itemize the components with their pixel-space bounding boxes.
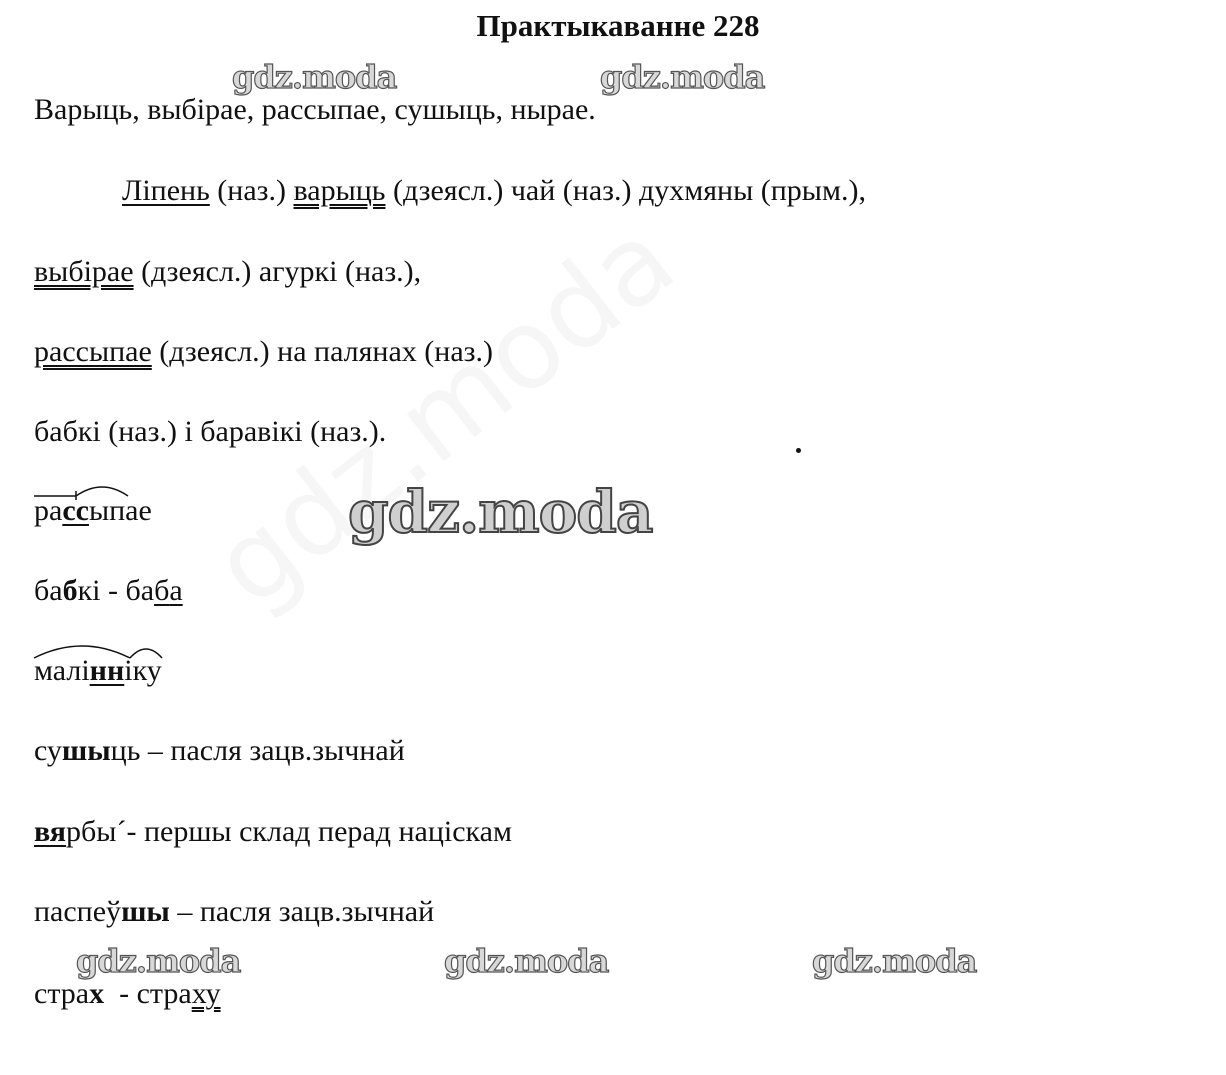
predicate-word: выбірае [34, 255, 134, 288]
highlighted-letters: сс [62, 494, 89, 527]
text-fragment: ра [34, 494, 63, 527]
subject-word: Ліпень [122, 174, 210, 207]
text-fragment: (дзеясл.) агуркі (наз.), [133, 255, 422, 288]
watermark-logo: gdz.moda [600, 58, 765, 96]
highlighted-letter: х [89, 977, 105, 1010]
text-fragment: кі - ба [77, 574, 155, 607]
text-fragment: ць – пасля зацв.зычнай [110, 734, 405, 767]
text-fragment: іку [124, 654, 162, 687]
rule-line [34, 815, 512, 849]
text-fragment: малі [34, 654, 90, 687]
text-fragment: рбы [66, 815, 117, 848]
text-fragment: (дзеясл.) на палянах (наз.) [151, 335, 494, 368]
highlighted-letters: нн [89, 654, 125, 687]
watermark-logo: gdz.moda [812, 942, 977, 980]
text-fragment: ыпае [88, 494, 152, 527]
word-list: Варыць, выбірае, рассыпае, сушыць, нырае. [34, 93, 596, 126]
morpheme-word [34, 574, 183, 608]
text-fragment: стра [34, 977, 90, 1010]
predicate-word: варыць [293, 174, 386, 207]
morpheme-word [34, 654, 162, 688]
highlighted-letter: б [62, 574, 78, 607]
sentence-line [34, 255, 421, 289]
text-fragment: ба [34, 574, 63, 607]
text-fragment: - стра [104, 977, 192, 1010]
rule-line [34, 734, 405, 768]
morpheme-word [34, 977, 221, 1011]
watermark-logo: gdz.moda [76, 942, 241, 980]
watermark-logo: gdz.moda [444, 942, 609, 980]
underlined-letters: ху [191, 977, 221, 1010]
highlighted-letters: шы [121, 895, 170, 928]
predicate-word: рассыпае [34, 335, 152, 368]
watermark-logo-large: gdz.moda [348, 478, 653, 546]
morpheme-word [34, 494, 152, 528]
page-title: Практыкаванне 228 [476, 8, 760, 43]
dot-mark [796, 448, 801, 453]
underlined-letter: а [169, 574, 183, 607]
text-fragment: – пасля зацв.зычнай [169, 895, 435, 928]
underlined-letter: б [154, 574, 170, 607]
rule-line [34, 895, 434, 929]
text-fragment: (наз.) [209, 174, 294, 207]
text-fragment: су [34, 734, 62, 767]
text-fragment: ´- першы склад перад націскам [116, 815, 512, 848]
sentence-line [122, 174, 866, 208]
sentence-line: бабкі (наз.) і баравікі (наз.). [34, 415, 387, 448]
sentence-line [34, 335, 493, 369]
text-fragment: (дзеясл.) чай (наз.) духмяны (прым.), [385, 174, 866, 207]
highlighted-letters: вя [34, 815, 67, 848]
text-fragment: паспеў [34, 895, 122, 928]
highlighted-letters: шы [61, 734, 111, 767]
watermark-logo: gdz.moda [232, 58, 397, 96]
